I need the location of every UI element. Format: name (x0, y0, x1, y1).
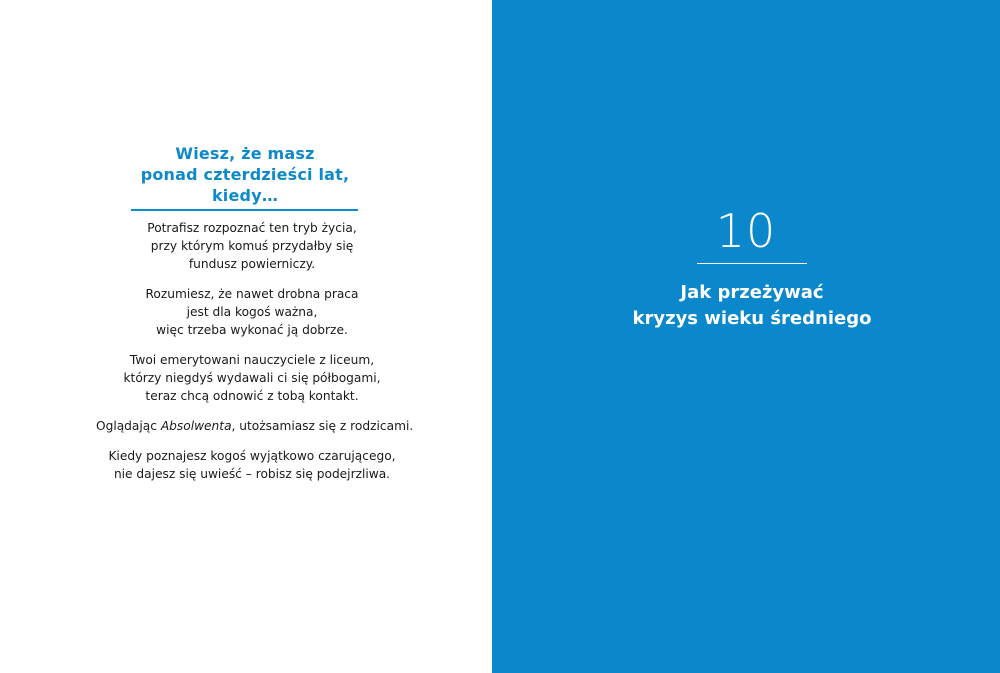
text-run: Oglądając (96, 419, 161, 433)
paragraph-1 (96, 219, 408, 273)
paragraph-line: Rozumiesz, że nawet drobna praca (145, 287, 359, 301)
paragraph-2 (96, 285, 408, 339)
chapter-title-line-2: kryzys wieku średniego (632, 308, 872, 329)
paragraph-line: Kiedy poznajesz kogoś wyjątkowo czarującego, (108, 449, 396, 463)
book-title: Absolwenta (160, 419, 232, 433)
heading-line-3: kiedy… (211, 186, 279, 205)
paragraph-line: fundusz powierniczy. (188, 257, 316, 271)
chapter-number: 10 (715, 204, 777, 258)
heading-divider (131, 209, 358, 211)
paragraph-line: teraz chcą odnowić z tobą kontakt. (145, 389, 359, 403)
right-page-panel (492, 0, 1000, 673)
paragraph-5 (96, 447, 408, 483)
heading-line-1: Wiesz, że masz (175, 144, 315, 163)
paragraph-line: Potrafisz rozpoznać ten tryb życia, (147, 221, 357, 235)
paragraph-line: nie dajesz się uwieść – robisz się podejrzliwa. (113, 467, 391, 481)
paragraph-line: więc trzeba wykonać ją dobrze. (156, 323, 348, 337)
paragraph-3 (96, 351, 408, 405)
text-run: , utożsamiasz się z rodzicami. (231, 419, 414, 433)
chapter-title (492, 280, 1000, 332)
left-page (0, 0, 492, 673)
paragraph-line: Twoi emerytowani nauczyciele z liceum, (129, 353, 375, 367)
section-heading (130, 143, 360, 206)
paragraph-line: jest dla kogoś ważna, (186, 305, 318, 319)
paragraph-line: przy którym komuś przydałby się (150, 239, 354, 253)
body-text (96, 219, 414, 495)
paragraph-line: którzy niegdyś wydawali ci się półbogami, (123, 371, 381, 385)
paragraph-line (96, 417, 414, 435)
heading-line-2: ponad czterdzieści lat, (140, 165, 350, 184)
paragraph-4 (96, 417, 414, 435)
chapter-title-line-1: Jak przeżywać (680, 282, 824, 303)
chapter-divider (697, 263, 807, 264)
